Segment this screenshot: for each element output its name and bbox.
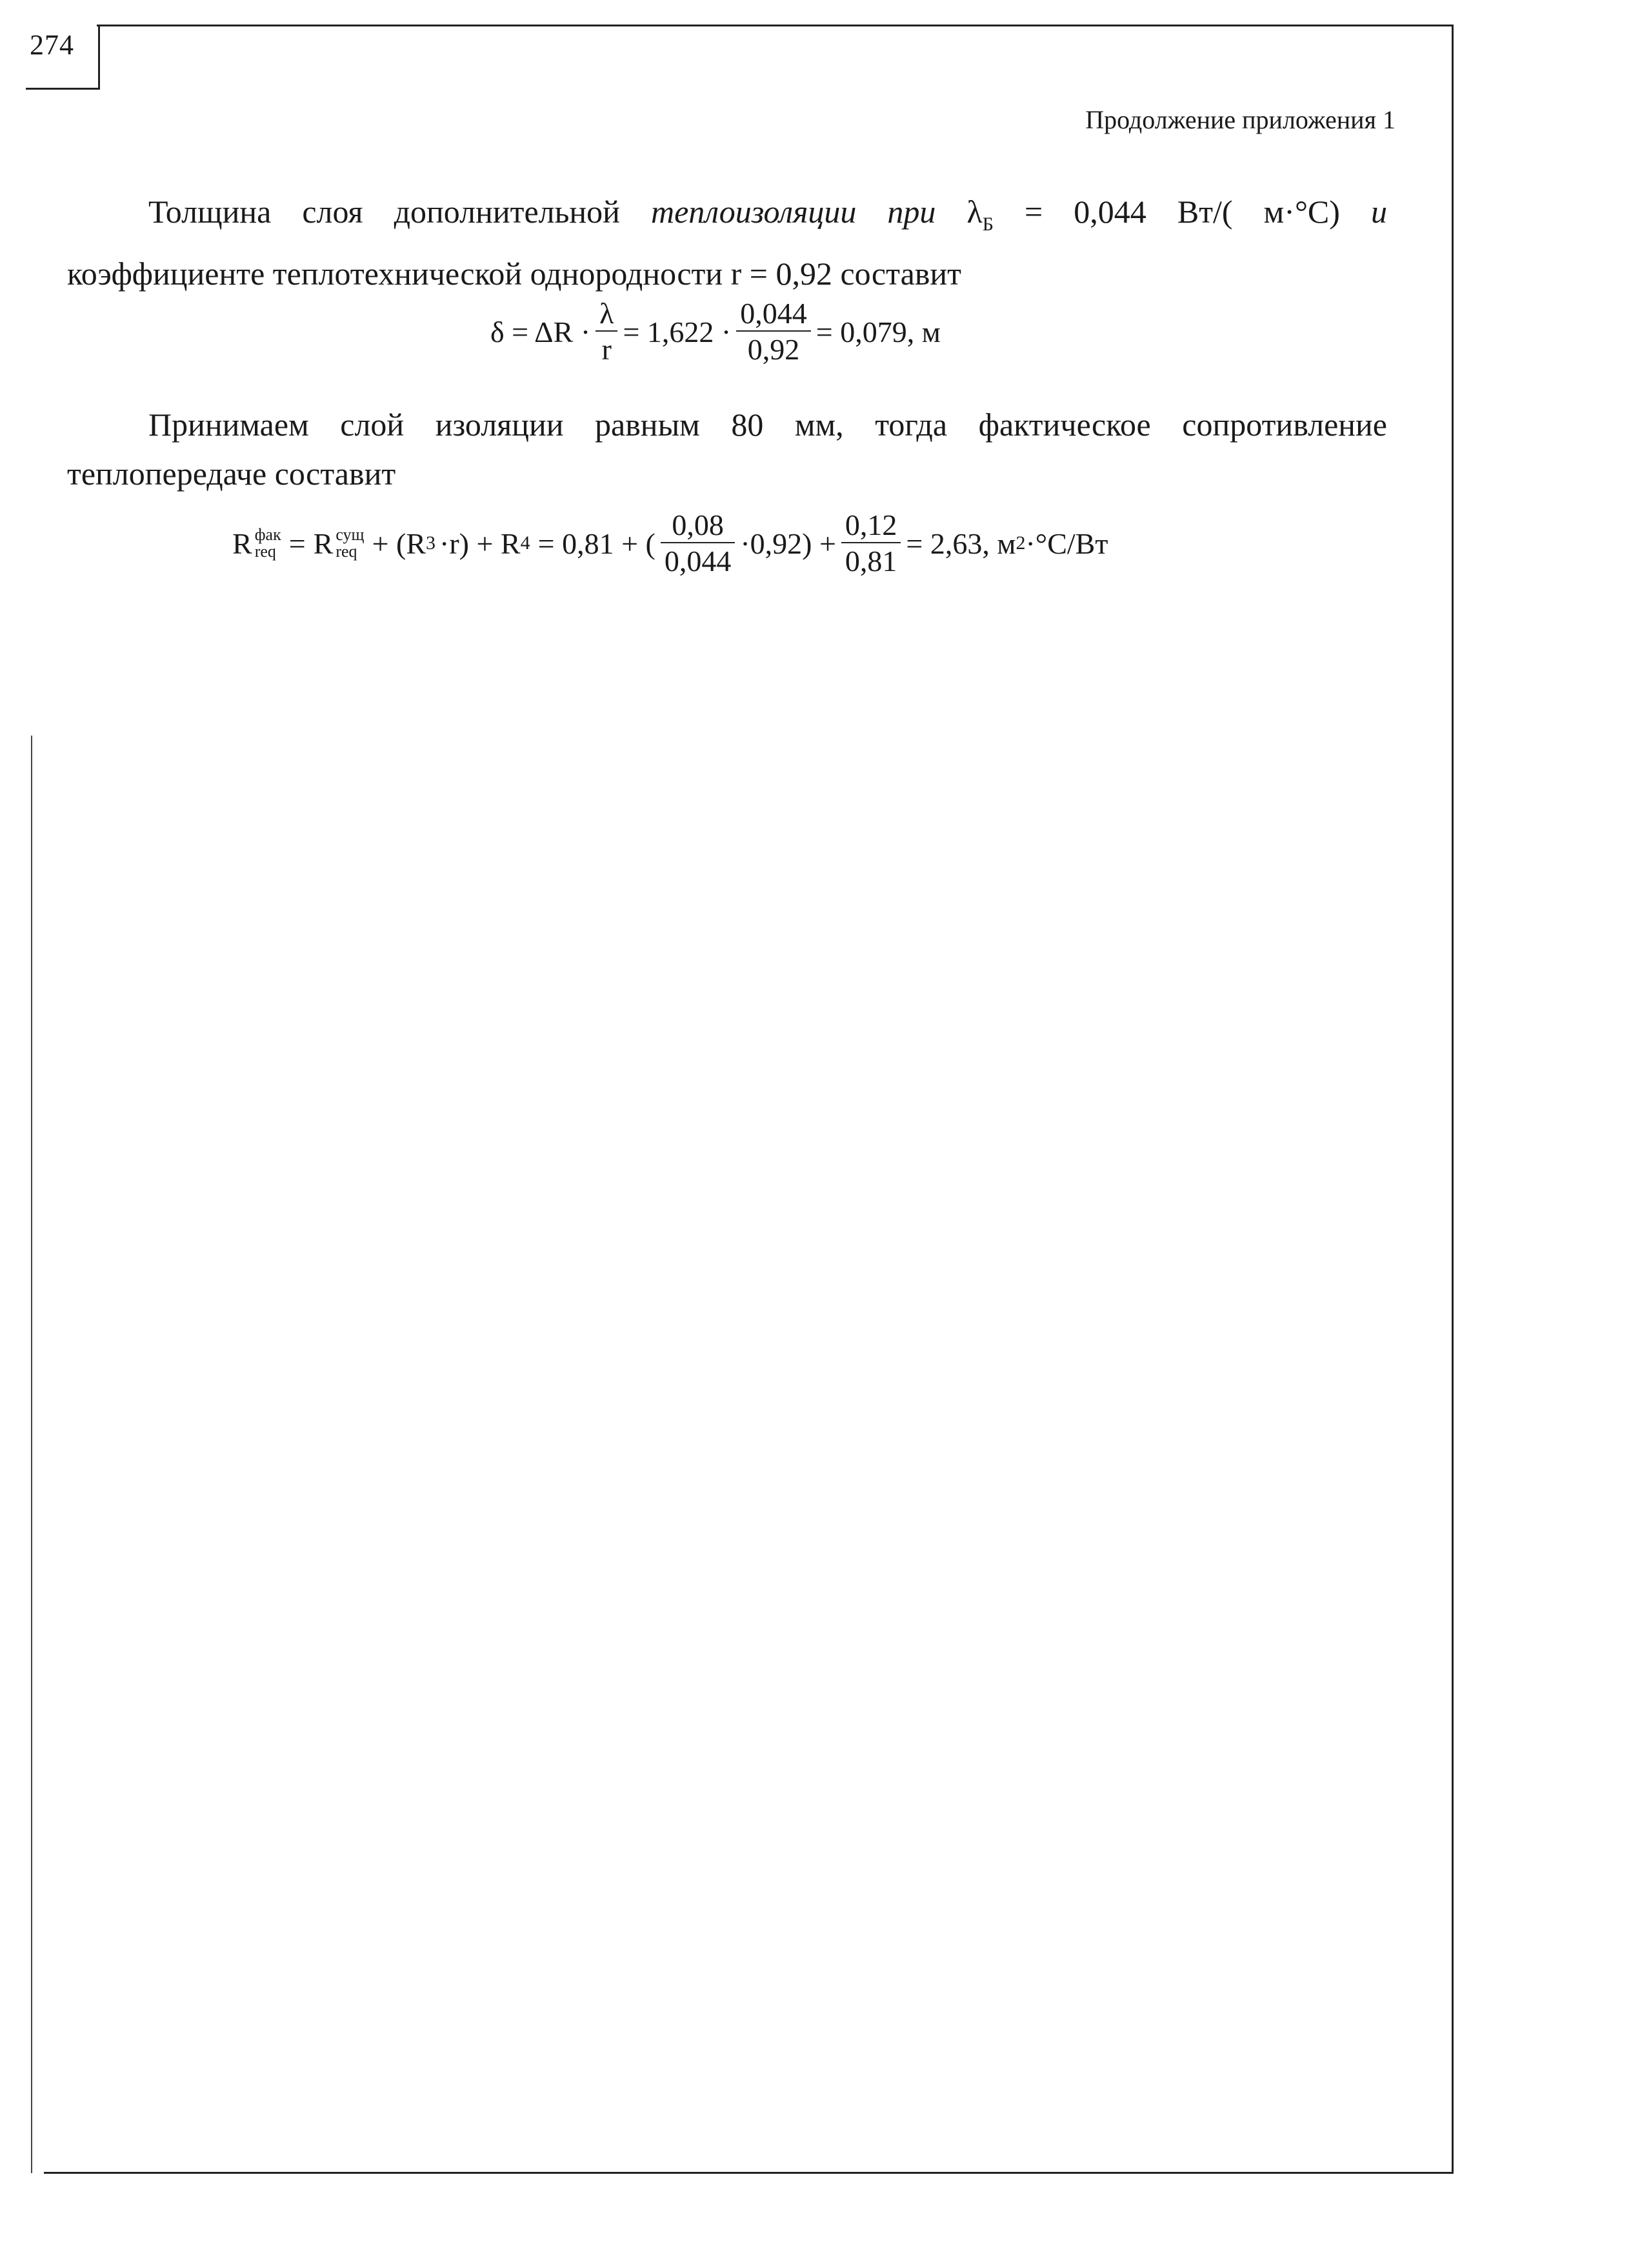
paragraph-line: теплопередаче составит [67, 456, 396, 492]
unit-text: Вт/( м·°С) [1177, 194, 1340, 230]
formula-delta: δ = ΔR · $\frac{\lambda}{r}$ = 1,622 · $\frac{0,044}{0,92}$ = 0,079, м [490, 297, 941, 366]
paragraph-line: коэффициенте теплотехнической однородности r = 0,92 составит [67, 256, 961, 292]
paragraph-line: Принимаем слой изоляции равным 80 мм, тогда фактическое сопротивление [148, 406, 1387, 443]
page-frame-bottom [44, 2172, 1454, 2174]
page-frame-left [31, 736, 32, 2173]
page-number: 274 [30, 29, 74, 61]
fraction: $\frac{0,08}{0,044}$ [661, 510, 735, 577]
paragraph-line: Толщина слоя дополнительной теплоизоляции при $\lambda_Б = 0,044$ Вт/( м·°С) и [148, 194, 1387, 235]
fraction: $\frac{\lambda}{r}$ [595, 298, 617, 365]
paragraph-insulation-thickness [67, 187, 1387, 298]
lambda-symbol: λ [966, 194, 983, 230]
fraction: $\frac{0,044}{0,92}$ [736, 298, 811, 365]
formula-resistance: R фак req = R сущ req + (R 3 ·r) + R 4 = 0,81 + ( $\frac{0,08}{0,044}$ ·0,92) + $\frac{0,12}{0,81}$ = 2,63, м 2 ·°C/Вт [232, 508, 1108, 577]
page-frame-top [97, 25, 1454, 26]
fraction: $\frac{0,12}{0,81}$ [841, 510, 901, 577]
continuation-header: Продолжение приложения 1 [1085, 105, 1396, 134]
r-factual-symbol: R фак req [232, 525, 281, 561]
paragraph-insulation-layer [67, 400, 1387, 498]
page-frame-right [1452, 25, 1454, 2173]
r-existing-symbol: R сущ req [313, 525, 365, 561]
